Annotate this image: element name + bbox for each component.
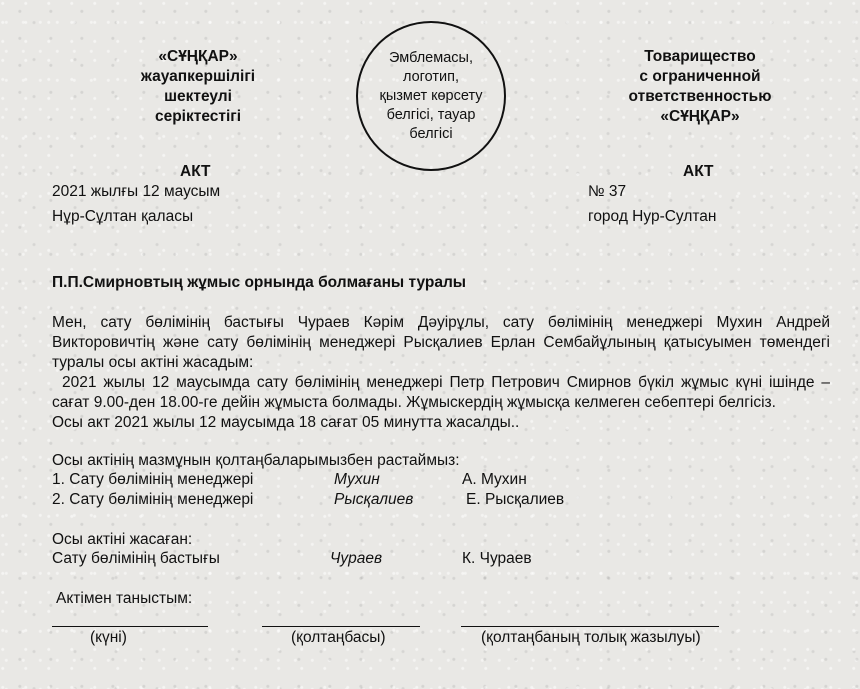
emblem-placeholder xyxy=(356,21,506,171)
compiled-heading: Осы актіні жасаған: xyxy=(52,531,193,548)
act-subject-title: П.П.Смирновтың жұмыс орнында болмағаны туралы xyxy=(52,274,467,291)
org-name-kz xyxy=(108,47,288,127)
emblem-line: Эмблемасы, xyxy=(389,49,473,66)
confirm-name: Е. Рысқалиев xyxy=(466,491,565,508)
confirm-heading: Осы актінің мазмұнын қолтаңбаларымызбен растаймыз: xyxy=(52,452,460,469)
act-number: № 37 xyxy=(588,183,627,200)
confirm-role: 1. Сату бөлімінің менеджері xyxy=(52,471,254,488)
org-kz-line: «СҰҢҚАР» xyxy=(158,48,238,65)
compiled-signature: Чураев xyxy=(330,550,383,567)
org-ru-line: «СҰҢҚАР» xyxy=(660,108,740,125)
compiled-name: К. Чураев xyxy=(462,550,532,567)
date-line xyxy=(52,626,208,627)
org-kz-line: серіктестігі xyxy=(154,108,242,125)
org-ru-line: с ограниченной xyxy=(639,68,761,85)
org-kz-line: жауапкершілігі xyxy=(140,68,256,85)
emblem-line: белгісі, тауар xyxy=(386,106,476,123)
act-title-ru: АКТ xyxy=(683,163,714,180)
city-ru: город Нур-Султан xyxy=(588,208,717,225)
confirm-signature: Рысқалиев xyxy=(334,491,414,508)
confirm-name: А. Мухин xyxy=(462,471,527,488)
label-fullname: (қолтаңбаның толық жазылуы) xyxy=(481,629,701,646)
paragraph-intro: Мен, сату бөлімінің бастығы Чураев Кәрім Дәуірұлы, сату бөлімінің менеджері Мухин Андрей Викторовичтің және сату бөлімінің менеджері Рысқалиев Ерлан Сембайұлының қатысуымен төмендегі туралы осы актіні жасадым: xyxy=(52,314,830,371)
confirm-signature: Мухин xyxy=(334,471,380,488)
org-ru-line: ответственностью xyxy=(628,88,772,105)
label-date: (күні) xyxy=(90,629,127,646)
acquainted-heading: Актімен таныстым: xyxy=(56,590,193,607)
org-ru-line: Товарищество xyxy=(644,48,756,65)
compiled-role: Сату бөлімінің бастығы xyxy=(52,550,220,567)
emblem-line: белгісі xyxy=(409,125,453,142)
signature-line xyxy=(262,626,420,627)
emblem-line: қызмет көрсету xyxy=(379,87,483,104)
paragraph-time: Осы акт 2021 жылы 12 маусымда 18 сағат 05 минутта жасалды.. xyxy=(52,414,520,431)
act-title-kz: АКТ xyxy=(180,163,211,180)
emblem-line: логотип, xyxy=(402,68,460,85)
city-kz: Нұр-Сұлтан қаласы xyxy=(52,208,194,225)
confirm-role: 2. Сату бөлімінің менеджері xyxy=(52,491,254,508)
paragraph-facts: 2021 жылы 12 маусымда сату бөлімінің менеджері Петр Петрович Смирнов бүкіл жұмыс күні ішінде – сағат 9.00-ден 18.00-ге дейін жұмыста болмады. Жұмыскердің жұмысқа келмеген себептері белгісіз. xyxy=(52,374,830,411)
act-date: 2021 жылғы 12 маусым xyxy=(52,183,221,200)
org-name-ru xyxy=(600,47,800,127)
org-kz-line: шектеулі xyxy=(164,88,232,105)
label-signature: (қолтаңбасы) xyxy=(291,629,386,646)
fullname-line xyxy=(461,626,719,627)
